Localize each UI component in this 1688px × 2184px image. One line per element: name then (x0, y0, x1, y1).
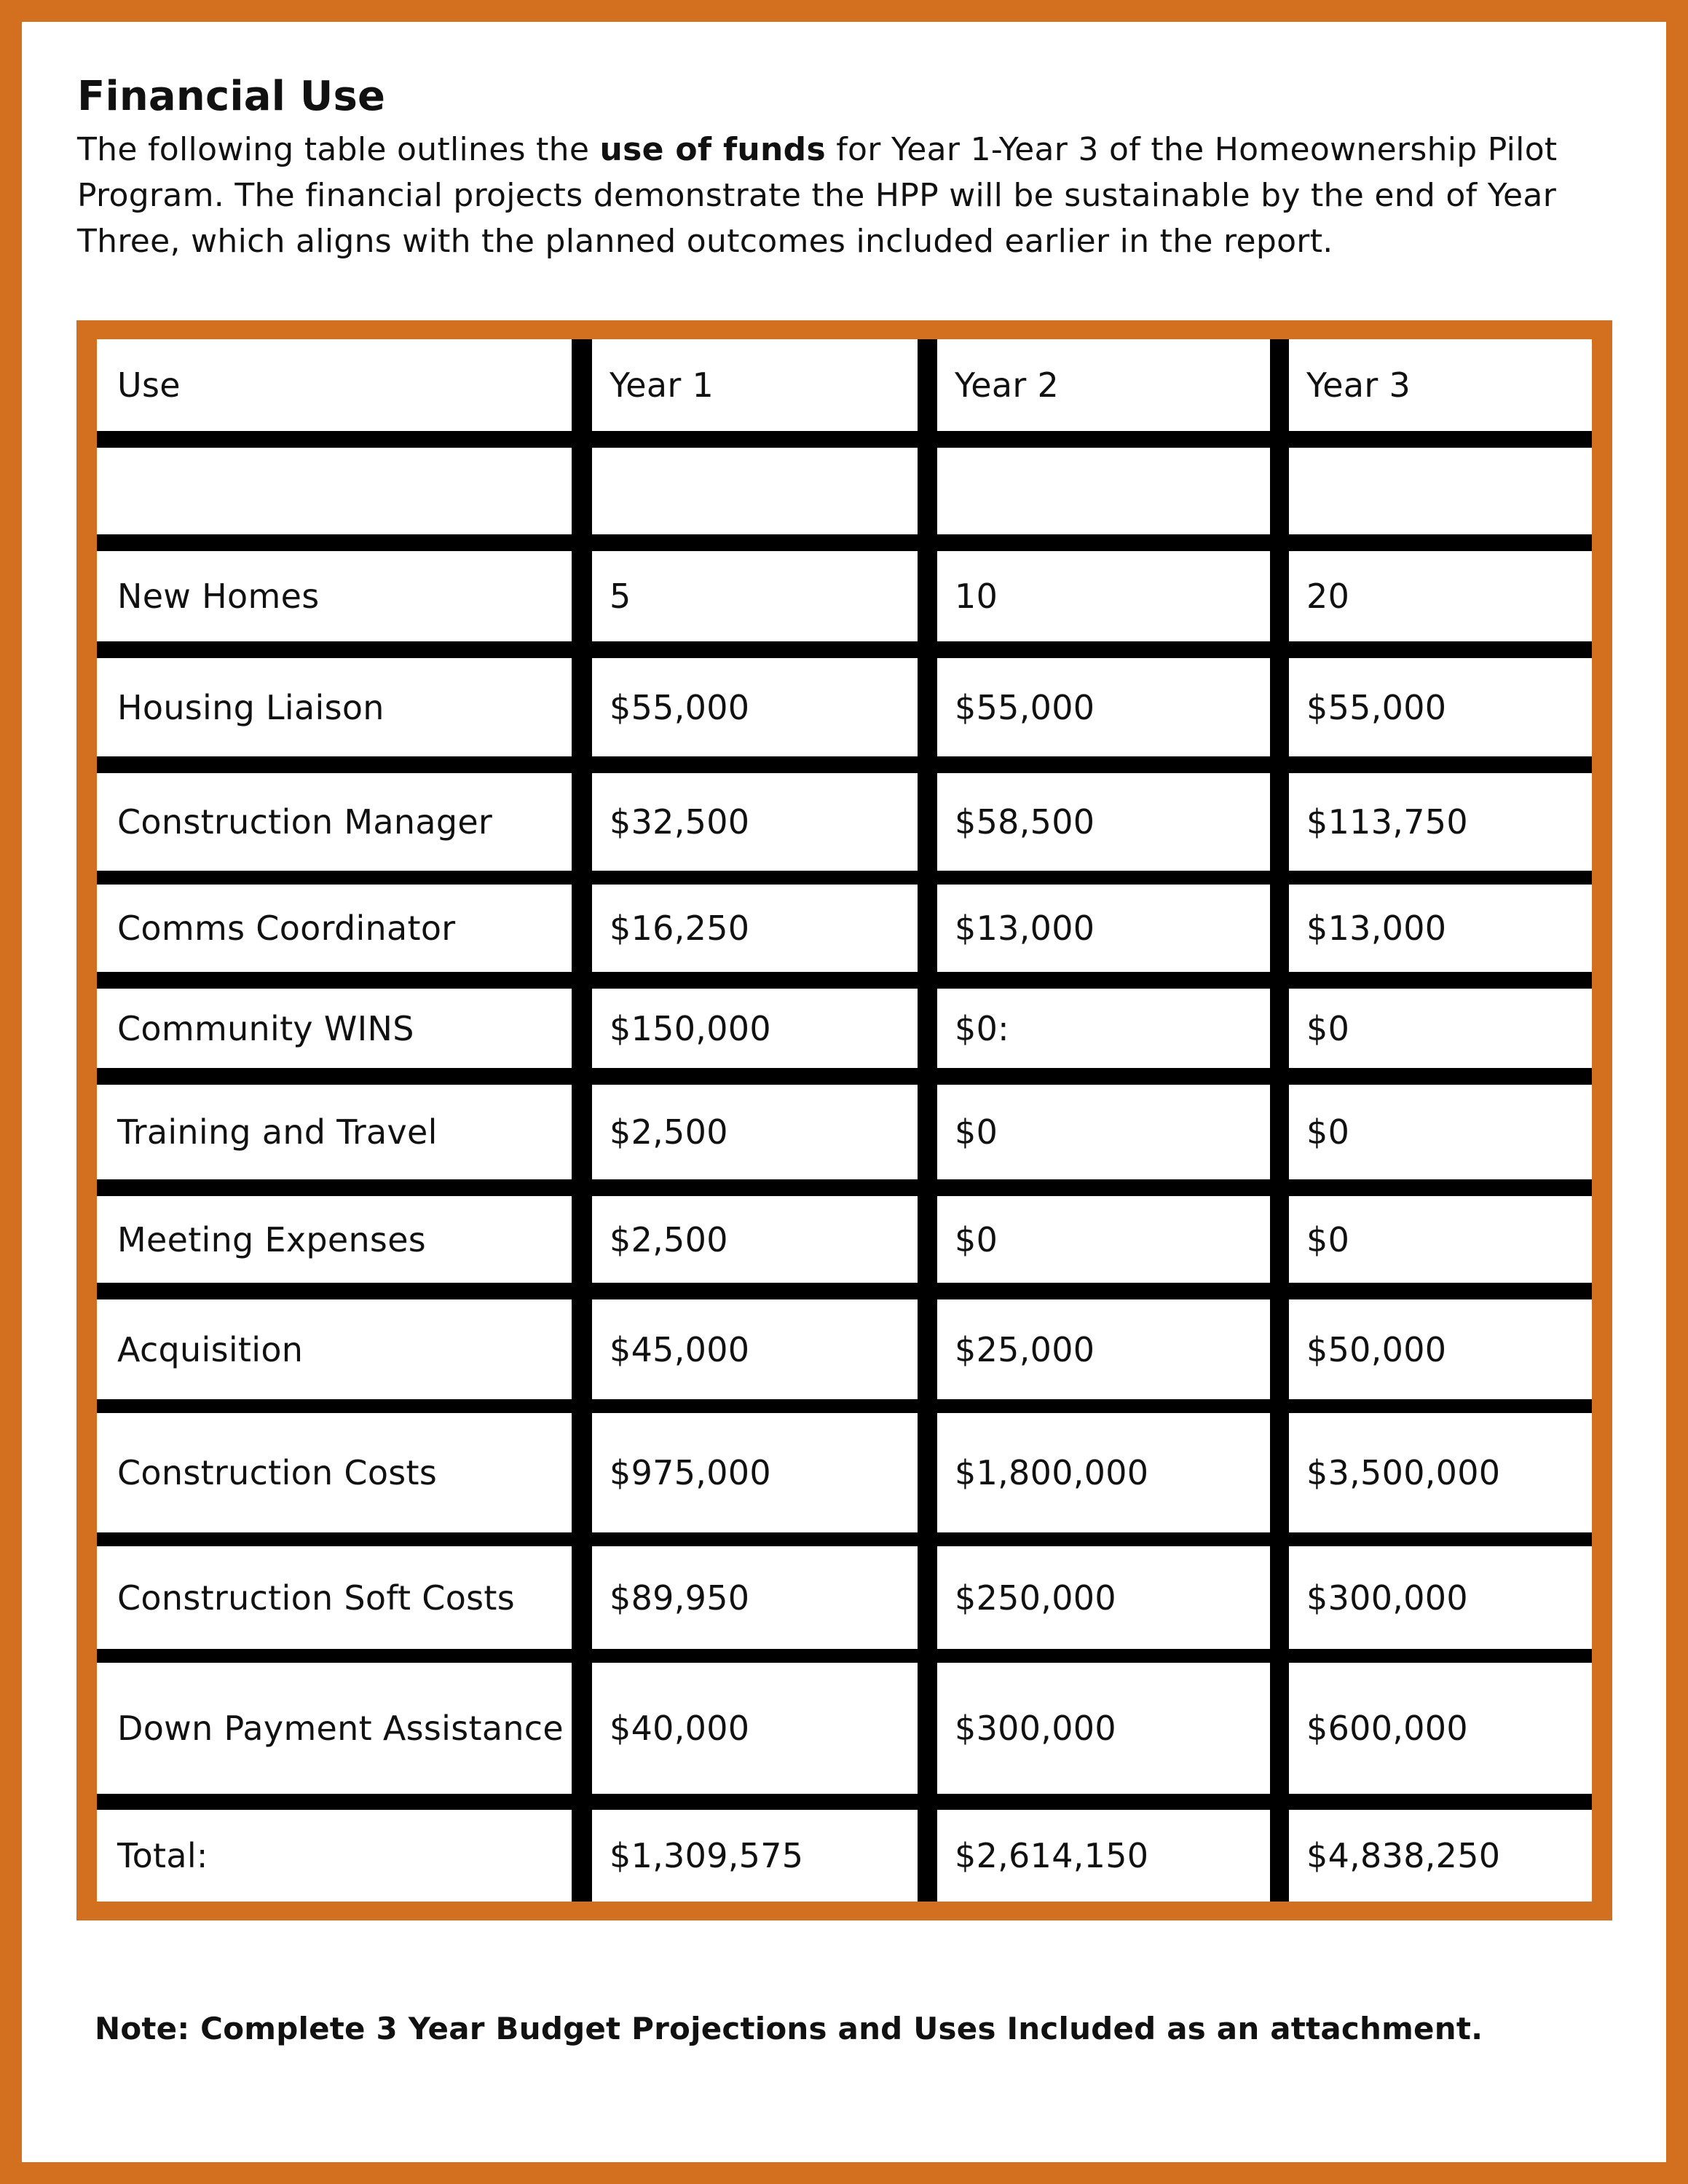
table-cell-use: Community WINS (97, 989, 572, 1068)
table-cell-year-2: $0 (937, 1085, 1270, 1179)
table-cell-year-1: $1,309,575 (592, 1810, 918, 1902)
table-cell-year-2: $2,614,150 (937, 1810, 1270, 1902)
table-cell-year-3: $55,000 (1289, 658, 1592, 756)
table-cell-year-1: $55,000 (592, 658, 918, 756)
table-cell-year-1: $40,000 (592, 1663, 918, 1794)
table-cell-year-1: $32,500 (592, 773, 918, 871)
table-cell-year-3: $300,000 (1289, 1546, 1592, 1649)
table-header-year-3: Year 3 (1289, 339, 1592, 431)
table-cell-year-2: $0 (937, 1196, 1270, 1283)
table-cell-year-2: $25,000 (937, 1299, 1270, 1399)
table-cell-year-3: $0 (1289, 1085, 1592, 1179)
table-cell-year-3: $13,000 (1289, 885, 1592, 972)
table-header-year-2: Year 2 (937, 339, 1270, 431)
table-cell-year-1: $2,500 (592, 1085, 918, 1179)
table-cell-year-3: $0 (1289, 989, 1592, 1068)
intro-paragraph (77, 127, 1606, 264)
table-cell-year-1: $150,000 (592, 989, 918, 1068)
table-header-use: Use (97, 339, 572, 431)
table-cell-year-3: $600,000 (1289, 1663, 1592, 1794)
table-cell-year-2: $55,000 (937, 658, 1270, 756)
intro-text-bold: use of funds (599, 131, 826, 168)
table-cell-year-2: $1,800,000 (937, 1413, 1270, 1532)
table-cell-use: New Homes (97, 551, 572, 641)
table-cell-use: Down Payment Assistance (97, 1663, 572, 1794)
table-cell-use (97, 448, 572, 534)
table-cell-year-2 (937, 448, 1270, 534)
table-cell-year-2: $0: (937, 989, 1270, 1068)
table-cell-use: Comms Coordinator (97, 885, 572, 972)
table-cell-use: Acquisition (97, 1299, 572, 1399)
table-cell-use: Total: (97, 1810, 572, 1902)
table-cell-use: Construction Costs (97, 1413, 572, 1532)
page-title: Financial Use (77, 73, 386, 120)
table-cell-year-1: 5 (592, 551, 918, 641)
table-cell-year-3: $4,838,250 (1289, 1810, 1592, 1902)
table-cell-year-2: $250,000 (937, 1546, 1270, 1649)
use-of-funds-table (97, 339, 1592, 1902)
table-cell-year-1: $2,500 (592, 1196, 918, 1283)
table-cell-year-3: 20 (1289, 551, 1592, 641)
table-cell-year-3: $0 (1289, 1196, 1592, 1283)
table-cell-year-3 (1289, 448, 1592, 534)
intro-text-after: for Year 1-Year 3 of the Homeownership Pilot Program. The financial projects demonstrate the HPP will be sustainable by the end of Year Three, which aligns with the planned outcomes included earlier in the report. (77, 131, 1558, 260)
table-cell-use: Construction Manager (97, 773, 572, 871)
table-cell-use: Housing Liaison (97, 658, 572, 756)
table-cell-year-2: $58,500 (937, 773, 1270, 871)
table-cell-year-2: 10 (937, 551, 1270, 641)
table-cell-year-1: $45,000 (592, 1299, 918, 1399)
footnote: Note: Complete 3 Year Budget Projections and Uses Included as an attachment. (95, 2011, 1483, 2046)
table-cell-year-1: $16,250 (592, 885, 918, 972)
table-cell-year-3: $50,000 (1289, 1299, 1592, 1399)
table-header-year-1: Year 1 (592, 339, 918, 431)
intro-text-before: The following table outlines the (77, 131, 600, 168)
table-cell-use: Training and Travel (97, 1085, 572, 1179)
table-cell-year-3: $113,750 (1289, 773, 1592, 871)
table-cell-year-3: $3,500,000 (1289, 1413, 1592, 1532)
table-cell-use: Construction Soft Costs (97, 1546, 572, 1649)
table-cell-year-1 (592, 448, 918, 534)
table-cell-year-1: $89,950 (592, 1546, 918, 1649)
table-cell-use: Meeting Expenses (97, 1196, 572, 1283)
table-cell-year-2: $13,000 (937, 885, 1270, 972)
table-cell-year-1: $975,000 (592, 1413, 918, 1532)
table-cell-year-2: $300,000 (937, 1663, 1270, 1794)
